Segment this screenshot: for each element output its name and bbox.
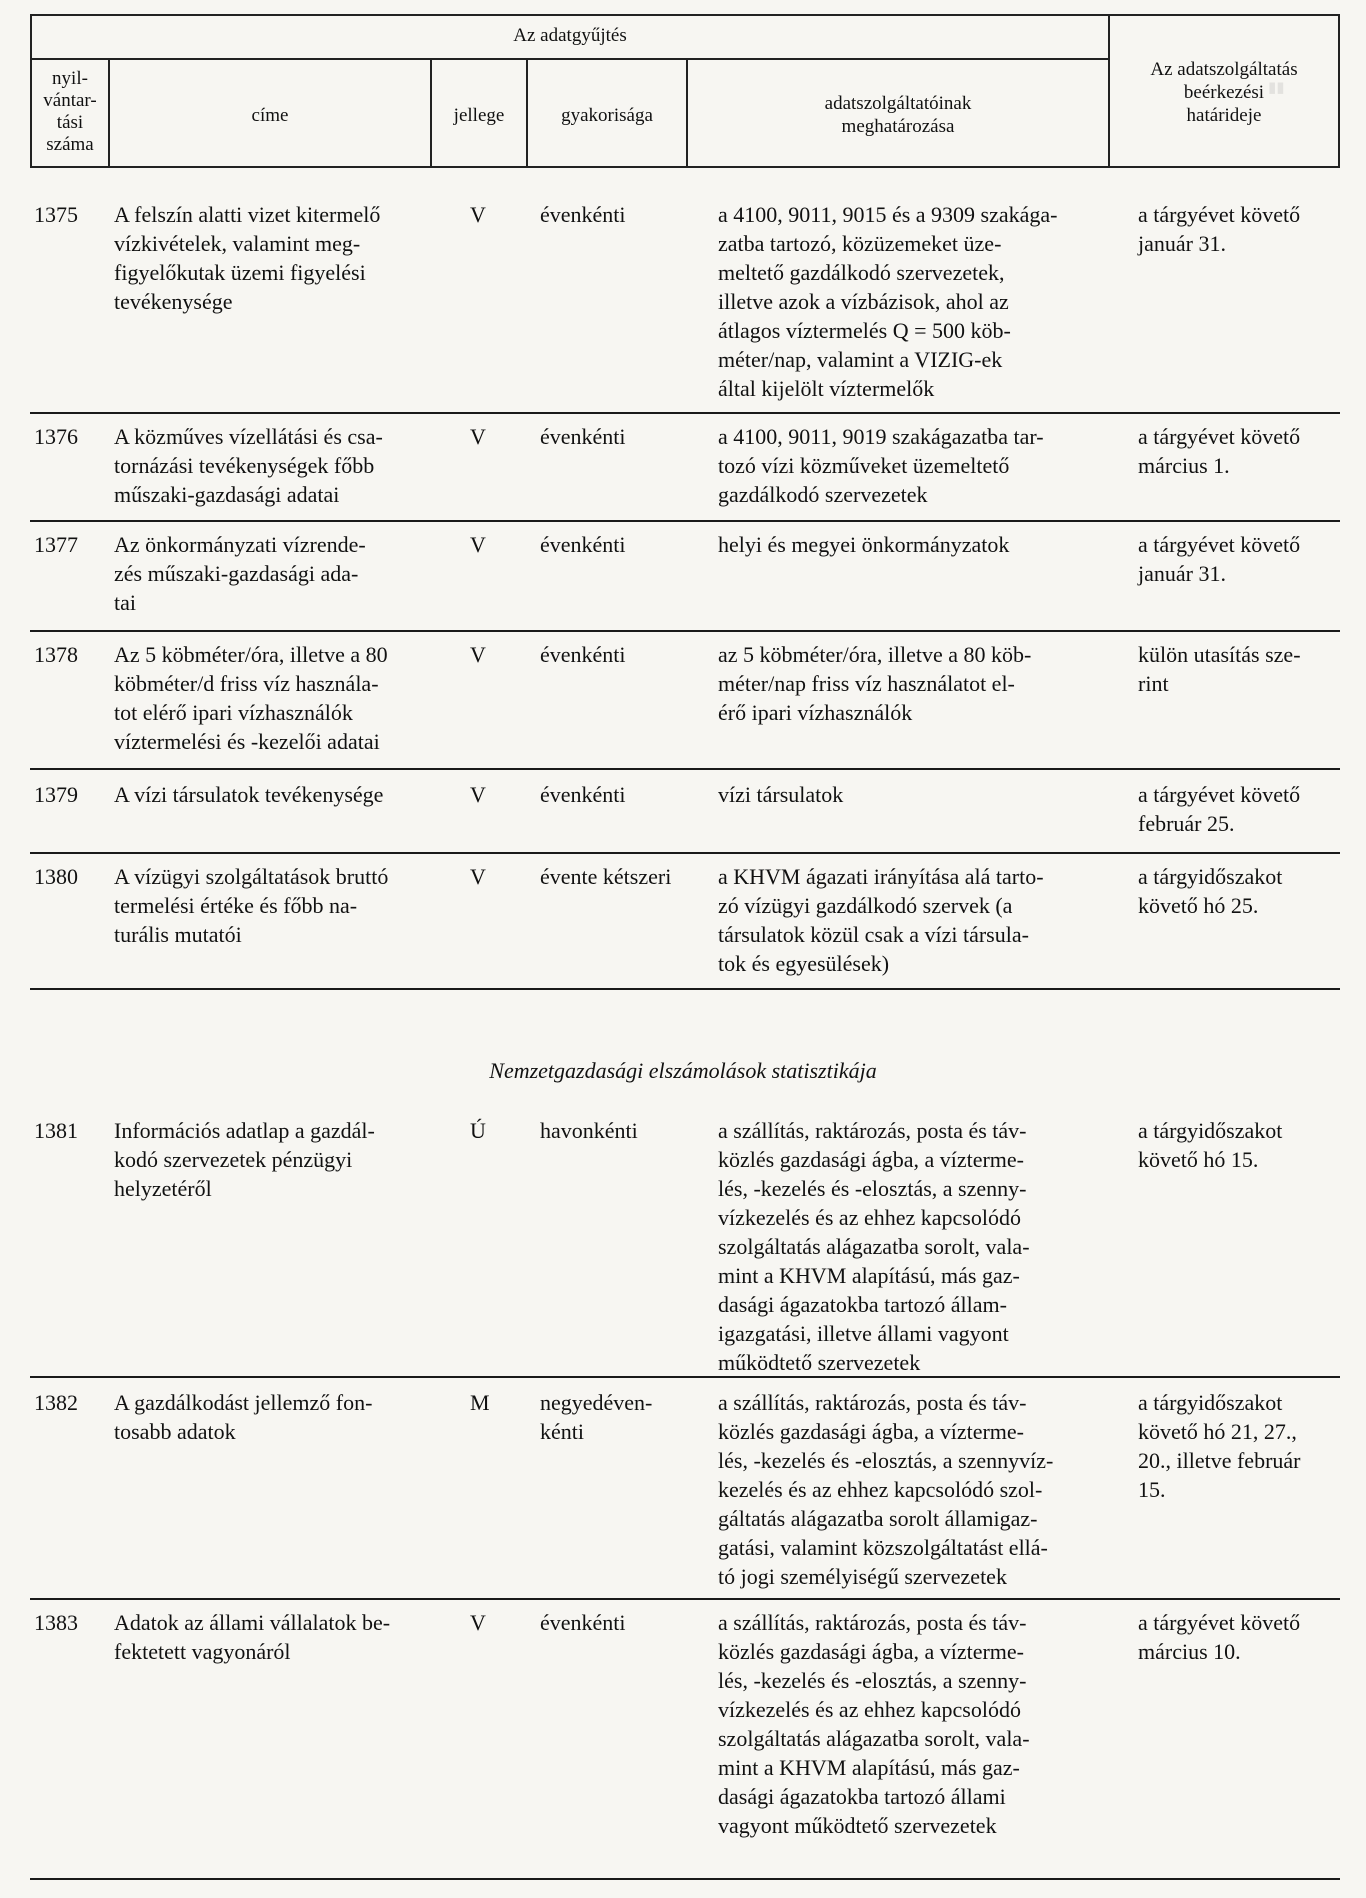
- row-providers-line: kezelés és az ehhez kapcsolódó szol-: [718, 1477, 1043, 1502]
- row-deadline-line: a tárgyévet követő: [1138, 424, 1301, 449]
- row-frequency-line: negyedéven-: [540, 1390, 653, 1415]
- row-type: M: [470, 1390, 490, 1415]
- row-providers-line: vízkezelés és az ehhez kapcsolódó: [718, 1205, 1021, 1230]
- row-deadline-line: 15.: [1138, 1477, 1166, 1502]
- row-providers-line: érő ipari vízhasználók: [718, 700, 913, 725]
- row-type: V: [470, 532, 486, 557]
- row-separator: [30, 988, 1340, 990]
- row-number: 1375: [34, 202, 78, 227]
- row-deadline-line: a tárgyévet követő: [1138, 782, 1301, 807]
- row-providers-line: mint a KHVM alapítású, más gaz-: [718, 1755, 1020, 1780]
- row-number: 1382: [34, 1390, 78, 1415]
- row-providers-line: lés, -kezelés és -elosztás, a szenny-: [718, 1176, 1027, 1201]
- row-providers-line: lés, -kezelés és -elosztás, a szennyvíz-: [718, 1448, 1054, 1473]
- row-frequency-line: évenkénti: [540, 424, 626, 449]
- row-type: V: [470, 782, 486, 807]
- row-number: 1377: [34, 532, 78, 557]
- row-title-line: tevékenysége: [114, 289, 233, 314]
- row-title-line: turális mutatói: [114, 922, 242, 947]
- row-providers-line: társulatok közül csak a vízi társula-: [718, 922, 1029, 947]
- row-deadline-line: a tárgyévet követő: [1138, 1610, 1301, 1635]
- row-providers-line: tok és egyesülések): [718, 951, 890, 976]
- row-frequency-line: évenkénti: [540, 532, 626, 557]
- row-frequency-line: évenkénti: [540, 202, 626, 227]
- row-providers-line: helyi és megyei önkormányzatok: [718, 532, 1010, 557]
- row-providers-line: átlagos víztermelés Q = 500 köb-: [718, 318, 1011, 343]
- row-type: V: [470, 642, 486, 667]
- row-title-line: víztermelési és -kezelői adatai: [114, 729, 380, 754]
- row-providers-line: zatba tartozó, közüzemeket üze-: [718, 231, 1002, 256]
- row-providers-line: szolgáltatás alágazatba sorolt, vala-: [718, 1726, 1030, 1751]
- row-type: V: [470, 202, 486, 227]
- row-separator: [30, 412, 1340, 414]
- row-providers-line: dasági ágazatokba tartozó állam-: [718, 1292, 1007, 1317]
- row-providers-line: az 5 köbméter/óra, illetve a 80 köb-: [718, 642, 1032, 667]
- row-title-line: tot elérő ipari vízhasználók: [114, 700, 353, 725]
- row-providers-line: vízi társulatok: [718, 782, 844, 807]
- row-title-line: termelési értéke és főbb na-: [114, 893, 358, 918]
- row-providers-line: közlés gazdasági ágba, a vízterme-: [718, 1147, 1025, 1172]
- row-deadline-line: a tárgyévet követő: [1138, 202, 1301, 227]
- row-providers-line: lés, -kezelés és -elosztás, a szenny-: [718, 1668, 1027, 1693]
- row-providers-line: dasági ágazatokba tartozó állami: [718, 1784, 1006, 1809]
- row-title-line: fektetett vagyonáról: [114, 1639, 291, 1664]
- row-providers-line: méter/nap friss víz használatot el-: [718, 671, 1015, 696]
- row-title-line: kodó szervezetek pénzügyi: [114, 1147, 353, 1172]
- row-title-line: tai: [114, 590, 136, 615]
- row-providers-line: vízkezelés és az ehhez kapcsolódó: [718, 1697, 1021, 1722]
- row-providers-line: gáltatás alágazatba sorolt államigaz-: [718, 1506, 1038, 1531]
- row-title-line: Adatok az állami vállalatok be-: [114, 1610, 391, 1635]
- row-number: 1378: [34, 642, 78, 667]
- row-providers-line: közlés gazdasági ágba, a vízterme-: [718, 1419, 1025, 1444]
- header-col-providers: adatszolgáltatóinak meghatározása: [824, 93, 972, 137]
- header-right-border: [1338, 14, 1340, 168]
- row-separator: [30, 1598, 1340, 1600]
- row-separator: [30, 1376, 1340, 1378]
- row-frequency-line: évenkénti: [540, 642, 626, 667]
- row-separator: [30, 630, 1340, 632]
- row-providers-line: által kijelölt víztermelők: [718, 376, 935, 401]
- row-deadline-line: követő hó 15.: [1138, 1147, 1259, 1172]
- row-providers-line: mint a KHVM alapítású, más gaz-: [718, 1263, 1020, 1288]
- row-frequency-line: évente kétszeri: [540, 864, 672, 889]
- row-title-line: A gazdálkodást jellemző fon-: [114, 1390, 373, 1415]
- row-type: Ú: [470, 1118, 486, 1143]
- row-providers-line: tó jogi személyiségű szervezetek: [718, 1564, 1007, 1589]
- row-frequency-line: havonkénti: [540, 1118, 638, 1143]
- row-deadline-line: a tárgyidőszakot: [1138, 1390, 1283, 1415]
- row-number: 1383: [34, 1610, 78, 1635]
- row-title-line: zés műszaki-gazdasági ada-: [114, 561, 359, 586]
- table-header: [30, 14, 1340, 168]
- row-providers-line: szolgáltatás alágazatba sorolt, vala-: [718, 1234, 1030, 1259]
- row-deadline-line: a tárgyidőszakot: [1138, 864, 1283, 889]
- header-col-frequency: gyakorisága: [561, 105, 653, 126]
- row-title-line: figyelőkutak üzemi figyelési: [114, 260, 366, 285]
- row-number: 1381: [34, 1118, 78, 1143]
- row-title-line: Információs adatlap a gazdál-: [114, 1118, 375, 1143]
- row-providers-line: a szállítás, raktározás, posta és táv-: [718, 1118, 1027, 1143]
- row-providers-line: zó vízügyi gazdálkodó szervek (a: [718, 893, 1013, 918]
- section-title: Nemzetgazdasági elszámolások statisztikája: [489, 1058, 877, 1083]
- row-deadline-line: március 10.: [1138, 1639, 1241, 1664]
- row-title-line: vízkivételek, valamint meg-: [114, 231, 361, 256]
- row-title-line: A vízügyi szolgáltatások bruttó: [114, 864, 389, 889]
- row-title-line: Az önkormányzati vízrende-: [114, 532, 366, 557]
- row-deadline-line: a tárgyévet követő: [1138, 532, 1301, 557]
- row-providers-line: vagyont működtető szervezetek: [718, 1813, 997, 1838]
- row-number: 1376: [34, 424, 78, 449]
- header-col-type: jellege: [453, 105, 505, 126]
- header-bottom-border: [30, 166, 1340, 168]
- row-providers-line: a 4100, 9011, 9019 szakágazatba tar-: [718, 424, 1044, 449]
- row-separator: [30, 520, 1340, 522]
- row-providers-line: meltető gazdálkodó szervezetek,: [718, 260, 1005, 285]
- row-providers-line: közlés gazdasági ágba, a vízterme-: [718, 1639, 1025, 1664]
- header-top-border: [30, 14, 1340, 16]
- row-frequency-line: évenkénti: [540, 1610, 626, 1635]
- row-providers-line: a 4100, 9011, 9015 és a 9309 szakága-: [718, 202, 1058, 227]
- row-title-line: helyzetéről: [114, 1176, 212, 1201]
- row-deadline-line: január 31.: [1138, 231, 1226, 256]
- row-deadline-line: követő hó 25.: [1138, 893, 1259, 918]
- row-title-line: Az 5 köbméter/óra, illetve a 80: [114, 642, 388, 667]
- row-providers-line: tozó vízi közműveket üzemeltető: [718, 453, 1010, 478]
- bleed-through-text: ▮▮: [1268, 80, 1285, 96]
- row-providers-line: a KHVM ágazati irányítása alá tarto-: [718, 864, 1044, 889]
- header-group-title: Az adatgyűjtés: [513, 25, 627, 46]
- row-providers-line: gazdálkodó szervezetek: [718, 482, 928, 507]
- row-providers-line: a szállítás, raktározás, posta és táv-: [718, 1390, 1027, 1415]
- row-frequency-line: kénti: [540, 1419, 584, 1444]
- row-type: V: [470, 1610, 486, 1635]
- row-title-line: A vízi társulatok tevékenysége: [114, 782, 384, 807]
- row-separator: [30, 768, 1340, 770]
- row-number: 1380: [34, 864, 78, 889]
- row-separator: [30, 1878, 1340, 1880]
- row-title-line: köbméter/d friss víz használa-: [114, 671, 379, 696]
- row-number: 1379: [34, 782, 78, 807]
- row-deadline-line: március 1.: [1138, 453, 1230, 478]
- row-providers-line: méter/nap, valamint a VIZIG-ek: [718, 347, 1003, 372]
- row-providers-line: gatási, valamint közszolgáltatást ellá-: [718, 1535, 1048, 1560]
- header-col-deadline: Az adatszolgáltatás beérkezési határideje: [1150, 59, 1298, 126]
- row-frequency-line: évenkénti: [540, 782, 626, 807]
- row-deadline-line: február 25.: [1138, 811, 1235, 836]
- row-title-line: A közműves vízellátási és csa-: [114, 424, 383, 449]
- row-title-line: tosabb adatok: [114, 1419, 236, 1444]
- row-providers-line: a szállítás, raktározás, posta és táv-: [718, 1610, 1027, 1635]
- row-deadline-line: rint: [1138, 671, 1169, 696]
- header-group-underline: [30, 58, 1110, 60]
- row-deadline-line: 20., illetve február: [1138, 1448, 1301, 1473]
- row-title-line: A felszín alatti vizet kitermelő: [114, 202, 381, 227]
- row-deadline-line: követő hó 21, 27.,: [1138, 1419, 1297, 1444]
- header-col-title: címe: [251, 105, 289, 126]
- row-providers-line: működtető szervezetek: [718, 1350, 921, 1375]
- row-providers-line: illetve azok a vízbázisok, ahol az: [718, 289, 1009, 314]
- row-title-line: tornázási tevékenységek főbb: [114, 453, 375, 478]
- row-deadline-line: január 31.: [1138, 561, 1226, 586]
- row-deadline-line: külön utasítás sze-: [1138, 642, 1301, 667]
- header-col-number: nyil- vántar- tási száma: [43, 68, 97, 155]
- row-deadline-line: a tárgyidőszakot: [1138, 1118, 1283, 1143]
- row-providers-line: igazgatási, illetve állami vagyont: [718, 1321, 1009, 1346]
- row-title-line: műszaki-gazdasági adatai: [114, 482, 340, 507]
- row-separator: [30, 852, 1340, 854]
- row-type: V: [470, 424, 486, 449]
- row-type: V: [470, 864, 486, 889]
